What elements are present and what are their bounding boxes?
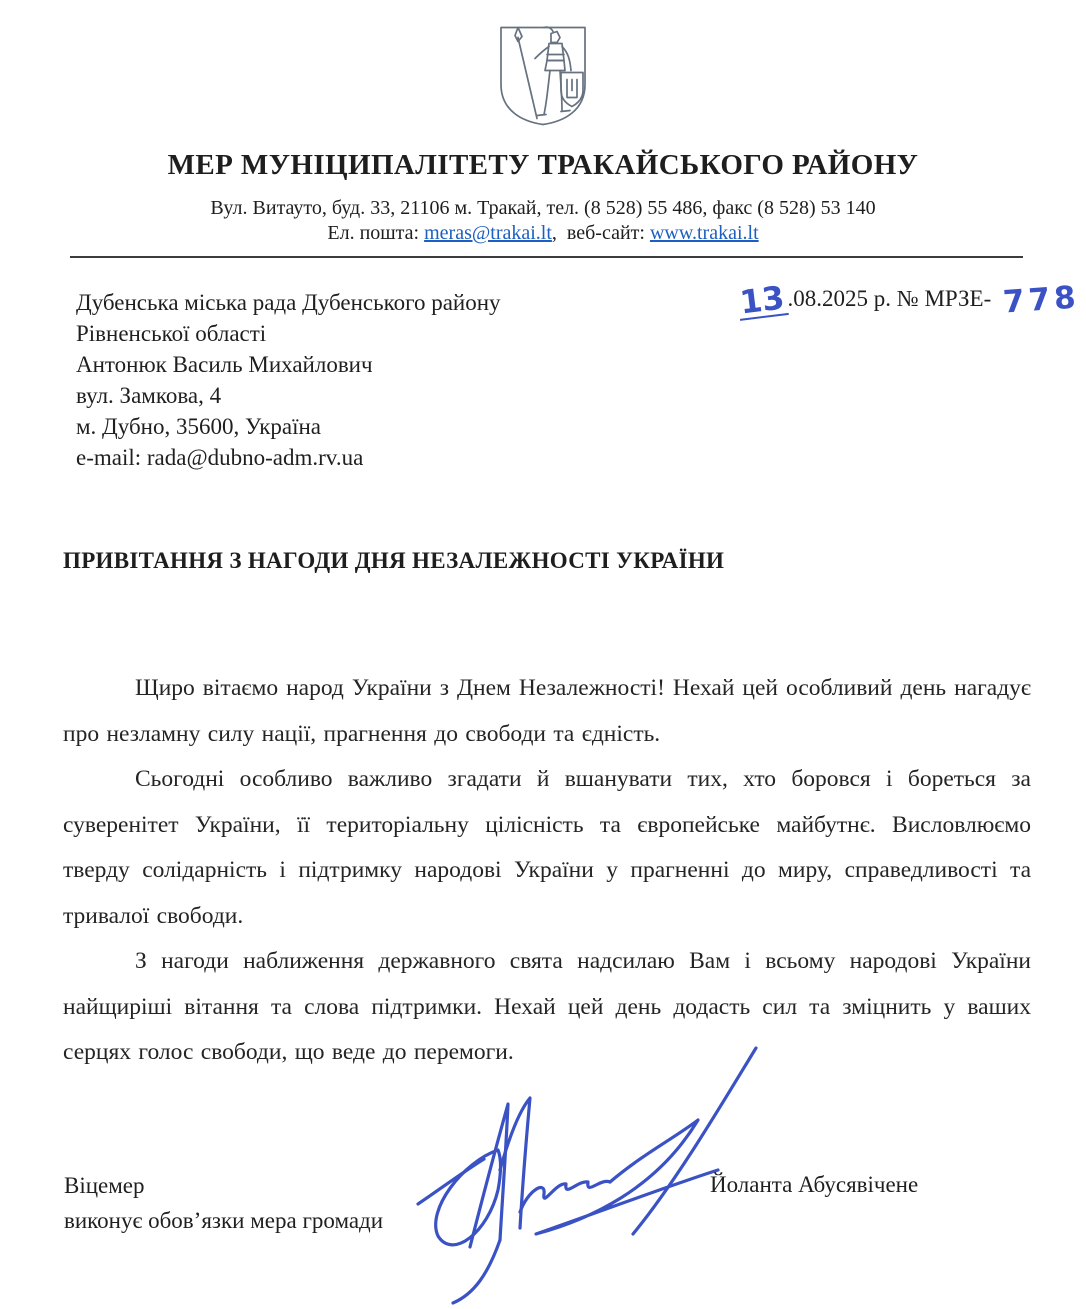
handwritten-number: 778: [1002, 279, 1082, 321]
recipient-line: вул. Замкова, 4: [76, 383, 222, 408]
reference-line: [737, 278, 1082, 322]
reference-printed: .08.2025 р. № МРЗЕ-: [787, 286, 992, 311]
recipient-line: e-mail: rada@dubno-adm.rv.ua: [76, 445, 364, 470]
signer-position: [64, 1168, 383, 1238]
letter-body: [63, 666, 1031, 1076]
sender-title: МЕР МУНІЦИПАЛІТЕТУ ТРАКАЙСЬКОГО РАЙОНУ: [167, 149, 919, 181]
body-paragraph: З нагоди наближення державного свята надсилаю Вам і всьому народові України найщиріші вітання та слова підтримки. Нехай цей день додасть сил та зміцнить у ваших серцях голос свободи, що веде до перемоги.: [63, 948, 1031, 1065]
signer-position-line: виконує обов’язки мера громади: [64, 1208, 384, 1233]
letterhead-divider: [70, 256, 1023, 258]
subject-line: ПРИВІТАННЯ З НАГОДИ ДНЯ НЕЗАЛЕЖНОСТІ УКРАЇНИ: [63, 548, 725, 573]
email-label: Ел. пошта:: [327, 222, 420, 244]
body-paragraph: Сьогодні особливо важливо згадати й вшанувати тих, хто боровся і бореться за суверенітет України, її територіальну цілісність та європейське майбутнє. Висловлюємо тверду солідарність і підтримку народові України у прагненні до миру, справедливості та тривалої свободи.: [63, 766, 1031, 929]
signer-position-line: Віцемер: [64, 1173, 145, 1198]
recipient-line: Рівненської області: [76, 321, 267, 346]
handwritten-day: 13: [737, 278, 787, 322]
signer-name: Йоланта Абусявічене: [710, 1172, 919, 1197]
body-paragraph: Щиро вітаємо народ України з Днем Незалежності! Нехай цей особливий день нагадує про незламну силу нації, прагнення до свободи та єдність.: [63, 675, 1031, 747]
sender-email-link[interactable]: meras@trakai.lt: [424, 222, 552, 244]
sender-address-line: Вул. Витауто, буд. 33, 21106 м. Тракай, тел. (8 528) 55 486, факс (8 528) 53 140: [210, 197, 876, 219]
sender-website-link[interactable]: www.trakai.lt: [649, 222, 759, 244]
recipient-line: Антонюк Василь Михайлович: [76, 352, 373, 377]
website-label: веб-сайт:: [566, 222, 645, 244]
recipient-line: Дубенська міська рада Дубенського району: [76, 290, 501, 315]
contacts-separator: ,: [551, 222, 557, 244]
coat-of-arms-icon: [497, 24, 589, 128]
recipient-block: [76, 287, 501, 473]
recipient-line: м. Дубно, 35600, Україна: [76, 414, 322, 439]
sender-contacts-line: [0, 222, 1086, 245]
